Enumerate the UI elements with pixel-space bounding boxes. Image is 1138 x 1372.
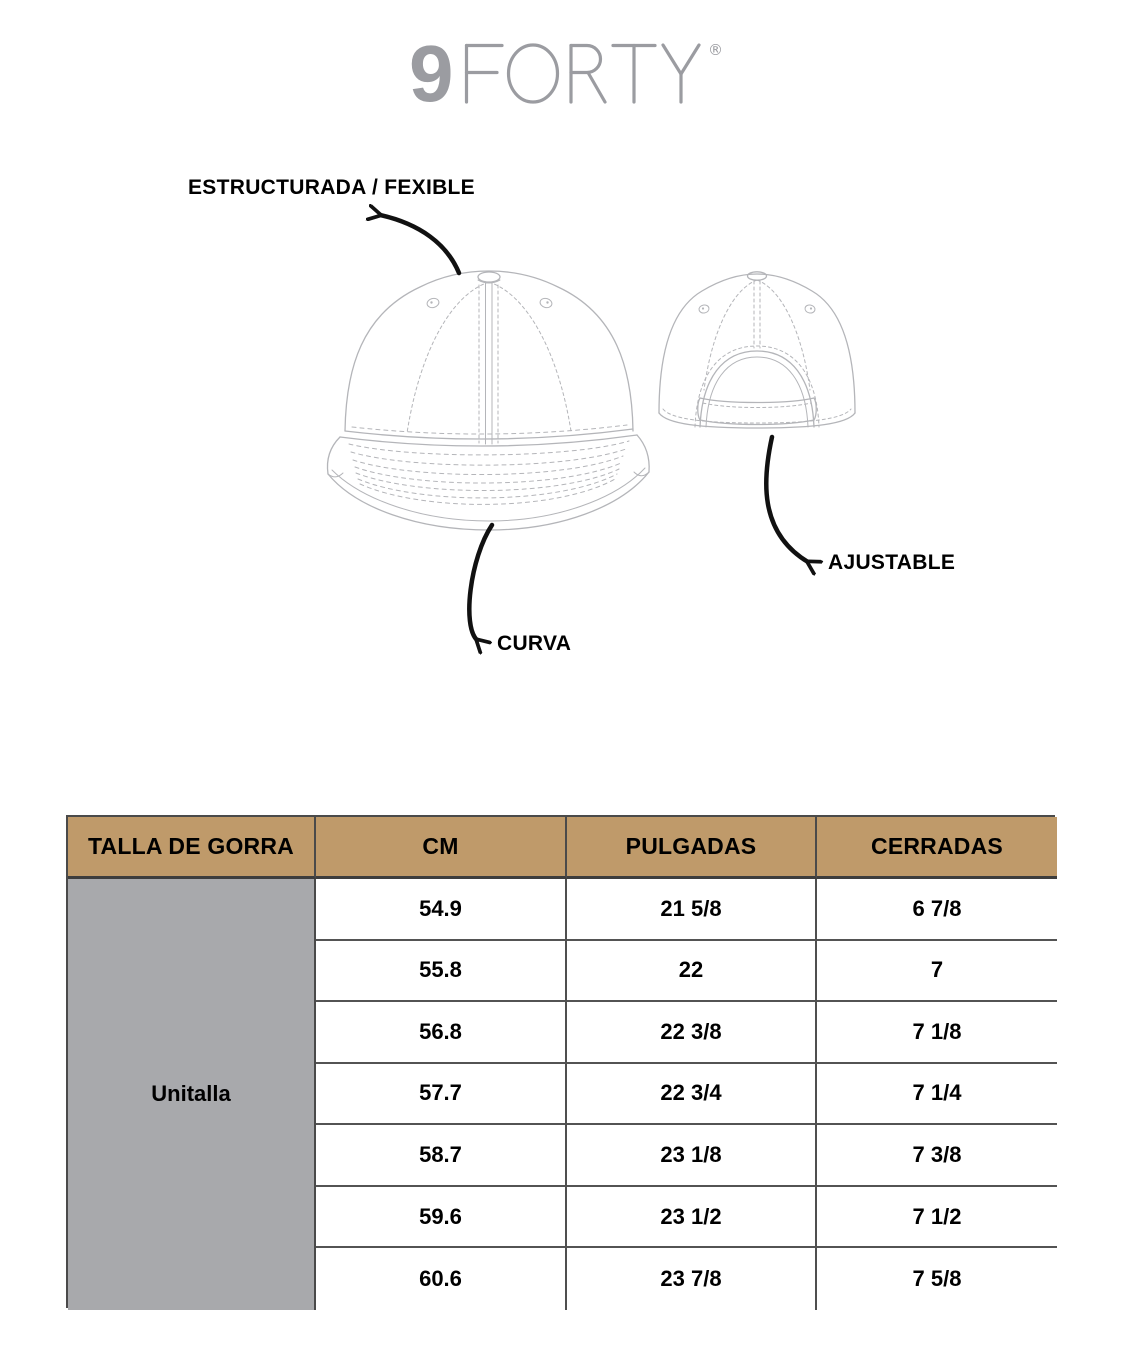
header-cm: CM — [316, 817, 567, 879]
cell-closed: 6 7/8 — [817, 879, 1057, 941]
arrow-adjustable-icon — [766, 437, 808, 562]
cell-cm: 60.6 — [316, 1248, 567, 1310]
header-pulgadas: PULGADAS — [567, 817, 817, 879]
cap-technical-drawing — [140, 160, 1000, 680]
cell-cm: 58.7 — [316, 1125, 567, 1187]
adjustable-label: AJUSTABLE — [828, 551, 956, 574]
nine-forty-logo-icon — [409, 38, 729, 114]
logo-word-forty-strokes — [467, 45, 700, 102]
cell-closed: 7 — [817, 941, 1057, 1003]
cell-inches: 23 7/8 — [567, 1248, 817, 1310]
cell-cm: 56.8 — [316, 1002, 567, 1064]
back-eyelet-right-icon — [804, 304, 815, 314]
logo-trademark: ® — [708, 41, 723, 59]
arrow-curve-icon — [469, 525, 492, 640]
cell-cm: 54.9 — [316, 879, 567, 941]
arrow-structured-icon — [380, 215, 459, 273]
cell-closed: 7 1/2 — [817, 1187, 1057, 1249]
brand-logo — [409, 38, 729, 114]
cell-inches: 23 1/8 — [567, 1125, 817, 1187]
back-eyelet-left-icon — [698, 304, 709, 314]
cell-inches: 22 3/8 — [567, 1002, 817, 1064]
front-eyelet-right-icon — [539, 297, 553, 309]
cell-cm: 57.7 — [316, 1064, 567, 1126]
cell-inches: 22 3/4 — [567, 1064, 817, 1126]
cell-inches: 21 5/8 — [567, 879, 817, 941]
cell-closed: 7 1/4 — [817, 1064, 1057, 1126]
cell-inches: 23 1/2 — [567, 1187, 817, 1249]
cap-back-drawing — [659, 272, 855, 428]
cell-cm: 59.6 — [316, 1187, 567, 1249]
size-table — [66, 815, 1055, 1308]
brim-stitching — [349, 441, 629, 504]
header-cerradas: CERRADAS — [817, 817, 1057, 879]
cell-closed: 7 3/8 — [817, 1125, 1057, 1187]
cell-cm: 55.8 — [316, 941, 567, 1003]
adjustable-strap — [698, 398, 817, 425]
cap-front-drawing — [328, 271, 650, 530]
cell-closed: 7 1/8 — [817, 1002, 1057, 1064]
cell-closed: 7 5/8 — [817, 1248, 1057, 1310]
front-eyelet-left-icon — [426, 297, 440, 309]
logo-number: 9 — [409, 38, 454, 114]
structured-flexible-label: ESTRUCTURADA / FEXIBLE — [188, 176, 475, 199]
cell-inches: 22 — [567, 941, 817, 1003]
header-talla-de-gorra: TALLA DE GORRA — [68, 817, 316, 879]
size-label-cell: Unitalla — [68, 879, 316, 1310]
curve-label: CURVA — [497, 632, 572, 655]
